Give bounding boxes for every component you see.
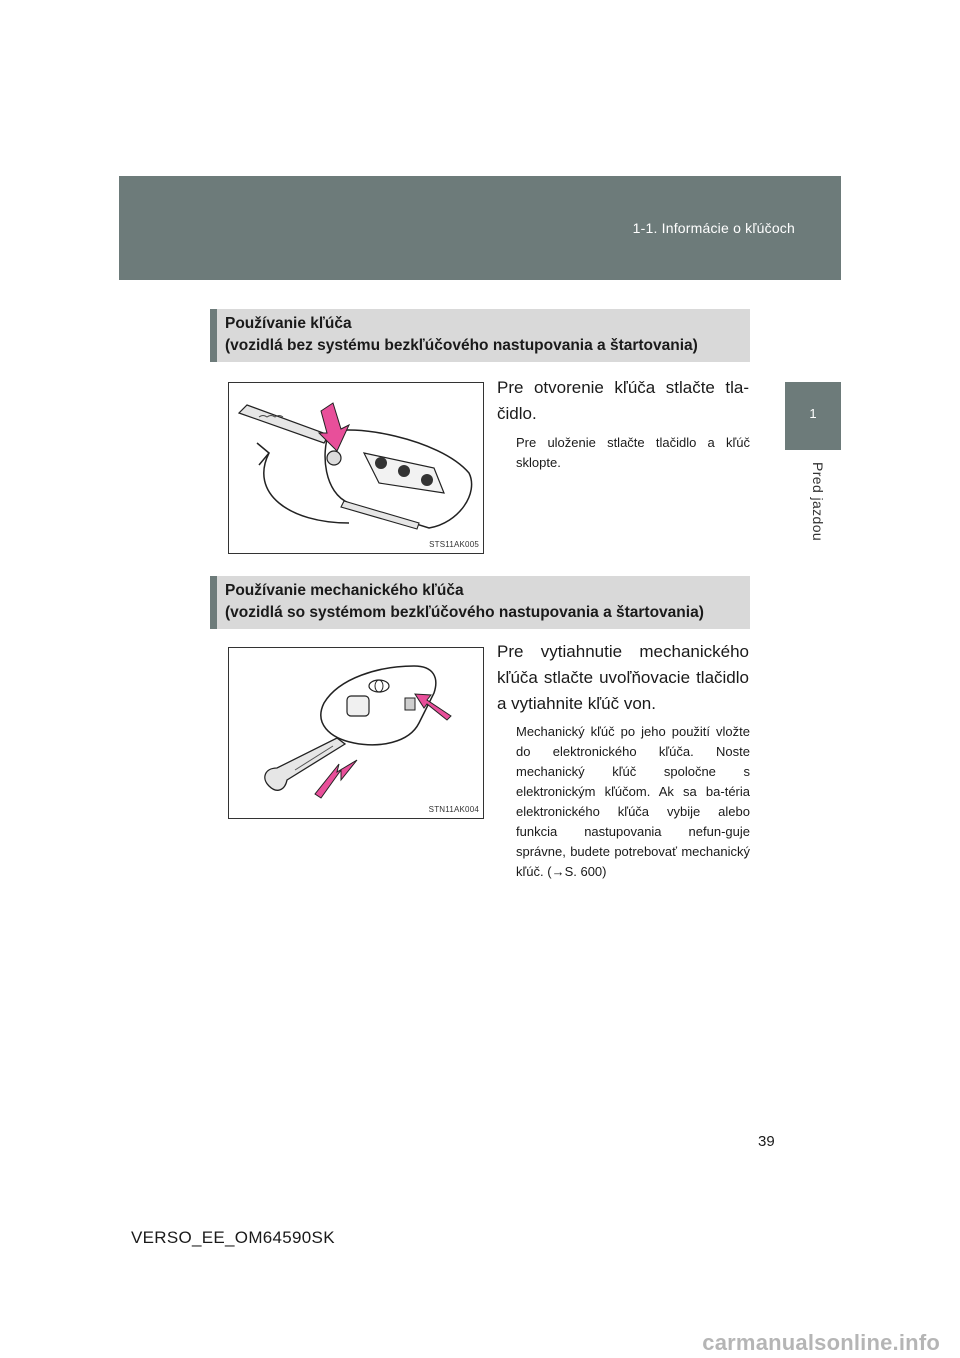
section-heading-line1: Používanie kľúča — [225, 315, 352, 332]
section-heading-line2: (vozidlá bez systému bezkľúčového nastupovania a štartovania) — [225, 337, 698, 354]
section-heading-line1: Používanie mechanického kľúča — [225, 582, 464, 599]
pull-arrow-icon — [315, 760, 357, 798]
chapter-title: 1-1. Informácie o kľúčoch — [632, 220, 795, 236]
chapter-tab-label: Pred jazdou — [810, 462, 826, 542]
figure-folding-key — [228, 382, 484, 554]
instruction-text: Pre vytiahnutie mechanického kľúča stlačte uvoľňovacie tlačidlo a vytiahnite kľúč von. — [497, 642, 749, 713]
release-button-icon — [327, 451, 341, 465]
figure-code: STS11AK005 — [429, 540, 479, 549]
folding-key-illustration — [229, 383, 484, 554]
section-heading-mechanical-key — [210, 576, 750, 629]
lock-button-icon — [375, 457, 387, 469]
chapter-tab — [785, 382, 841, 450]
note-text: Pre uloženie stlačte tlačidlo a kľúč sklopte. — [516, 435, 750, 470]
smart-key-body-icon — [321, 666, 436, 745]
chapter-tab-number: 1 — [809, 406, 817, 421]
note-text: Mechanický kľúč po jeho použití vložte do elektronického kľúča. Noste mechanický kľúč spoločne s elektronickým kľúčom. Ak sa ba-téria elektronického kľúča vybije alebo funkcia nastupovania nefun-guje správne, budete potrebovať mechanický kľúč. (→S. 600) — [516, 724, 750, 879]
chapter-header-band — [119, 176, 841, 280]
figure-code: STN11AK004 — [428, 805, 479, 814]
mechanical-key-illustration — [229, 648, 484, 819]
document-code: VERSO_EE_OM64590SK — [131, 1228, 335, 1247]
instruction-text: Pre otvorenie kľúča stlačte tla-čidlo. — [497, 378, 749, 423]
trunk-button-icon — [421, 474, 433, 486]
release-button-icon — [405, 698, 415, 710]
key-blade-icon — [239, 405, 329, 443]
smart-key-button-icon — [347, 696, 369, 716]
section-heading-key-usage — [210, 309, 750, 362]
figure-mechanical-key — [228, 647, 484, 819]
page-number: 39 — [758, 1133, 775, 1150]
watermark: carmanualsonline.info — [702, 1330, 940, 1355]
rotation-arrow-head-icon — [257, 443, 269, 465]
unlock-button-icon — [398, 465, 410, 477]
section-heading-line2: (vozidlá so systémom bezkľúčového nastupovania a štartovania) — [225, 604, 704, 621]
